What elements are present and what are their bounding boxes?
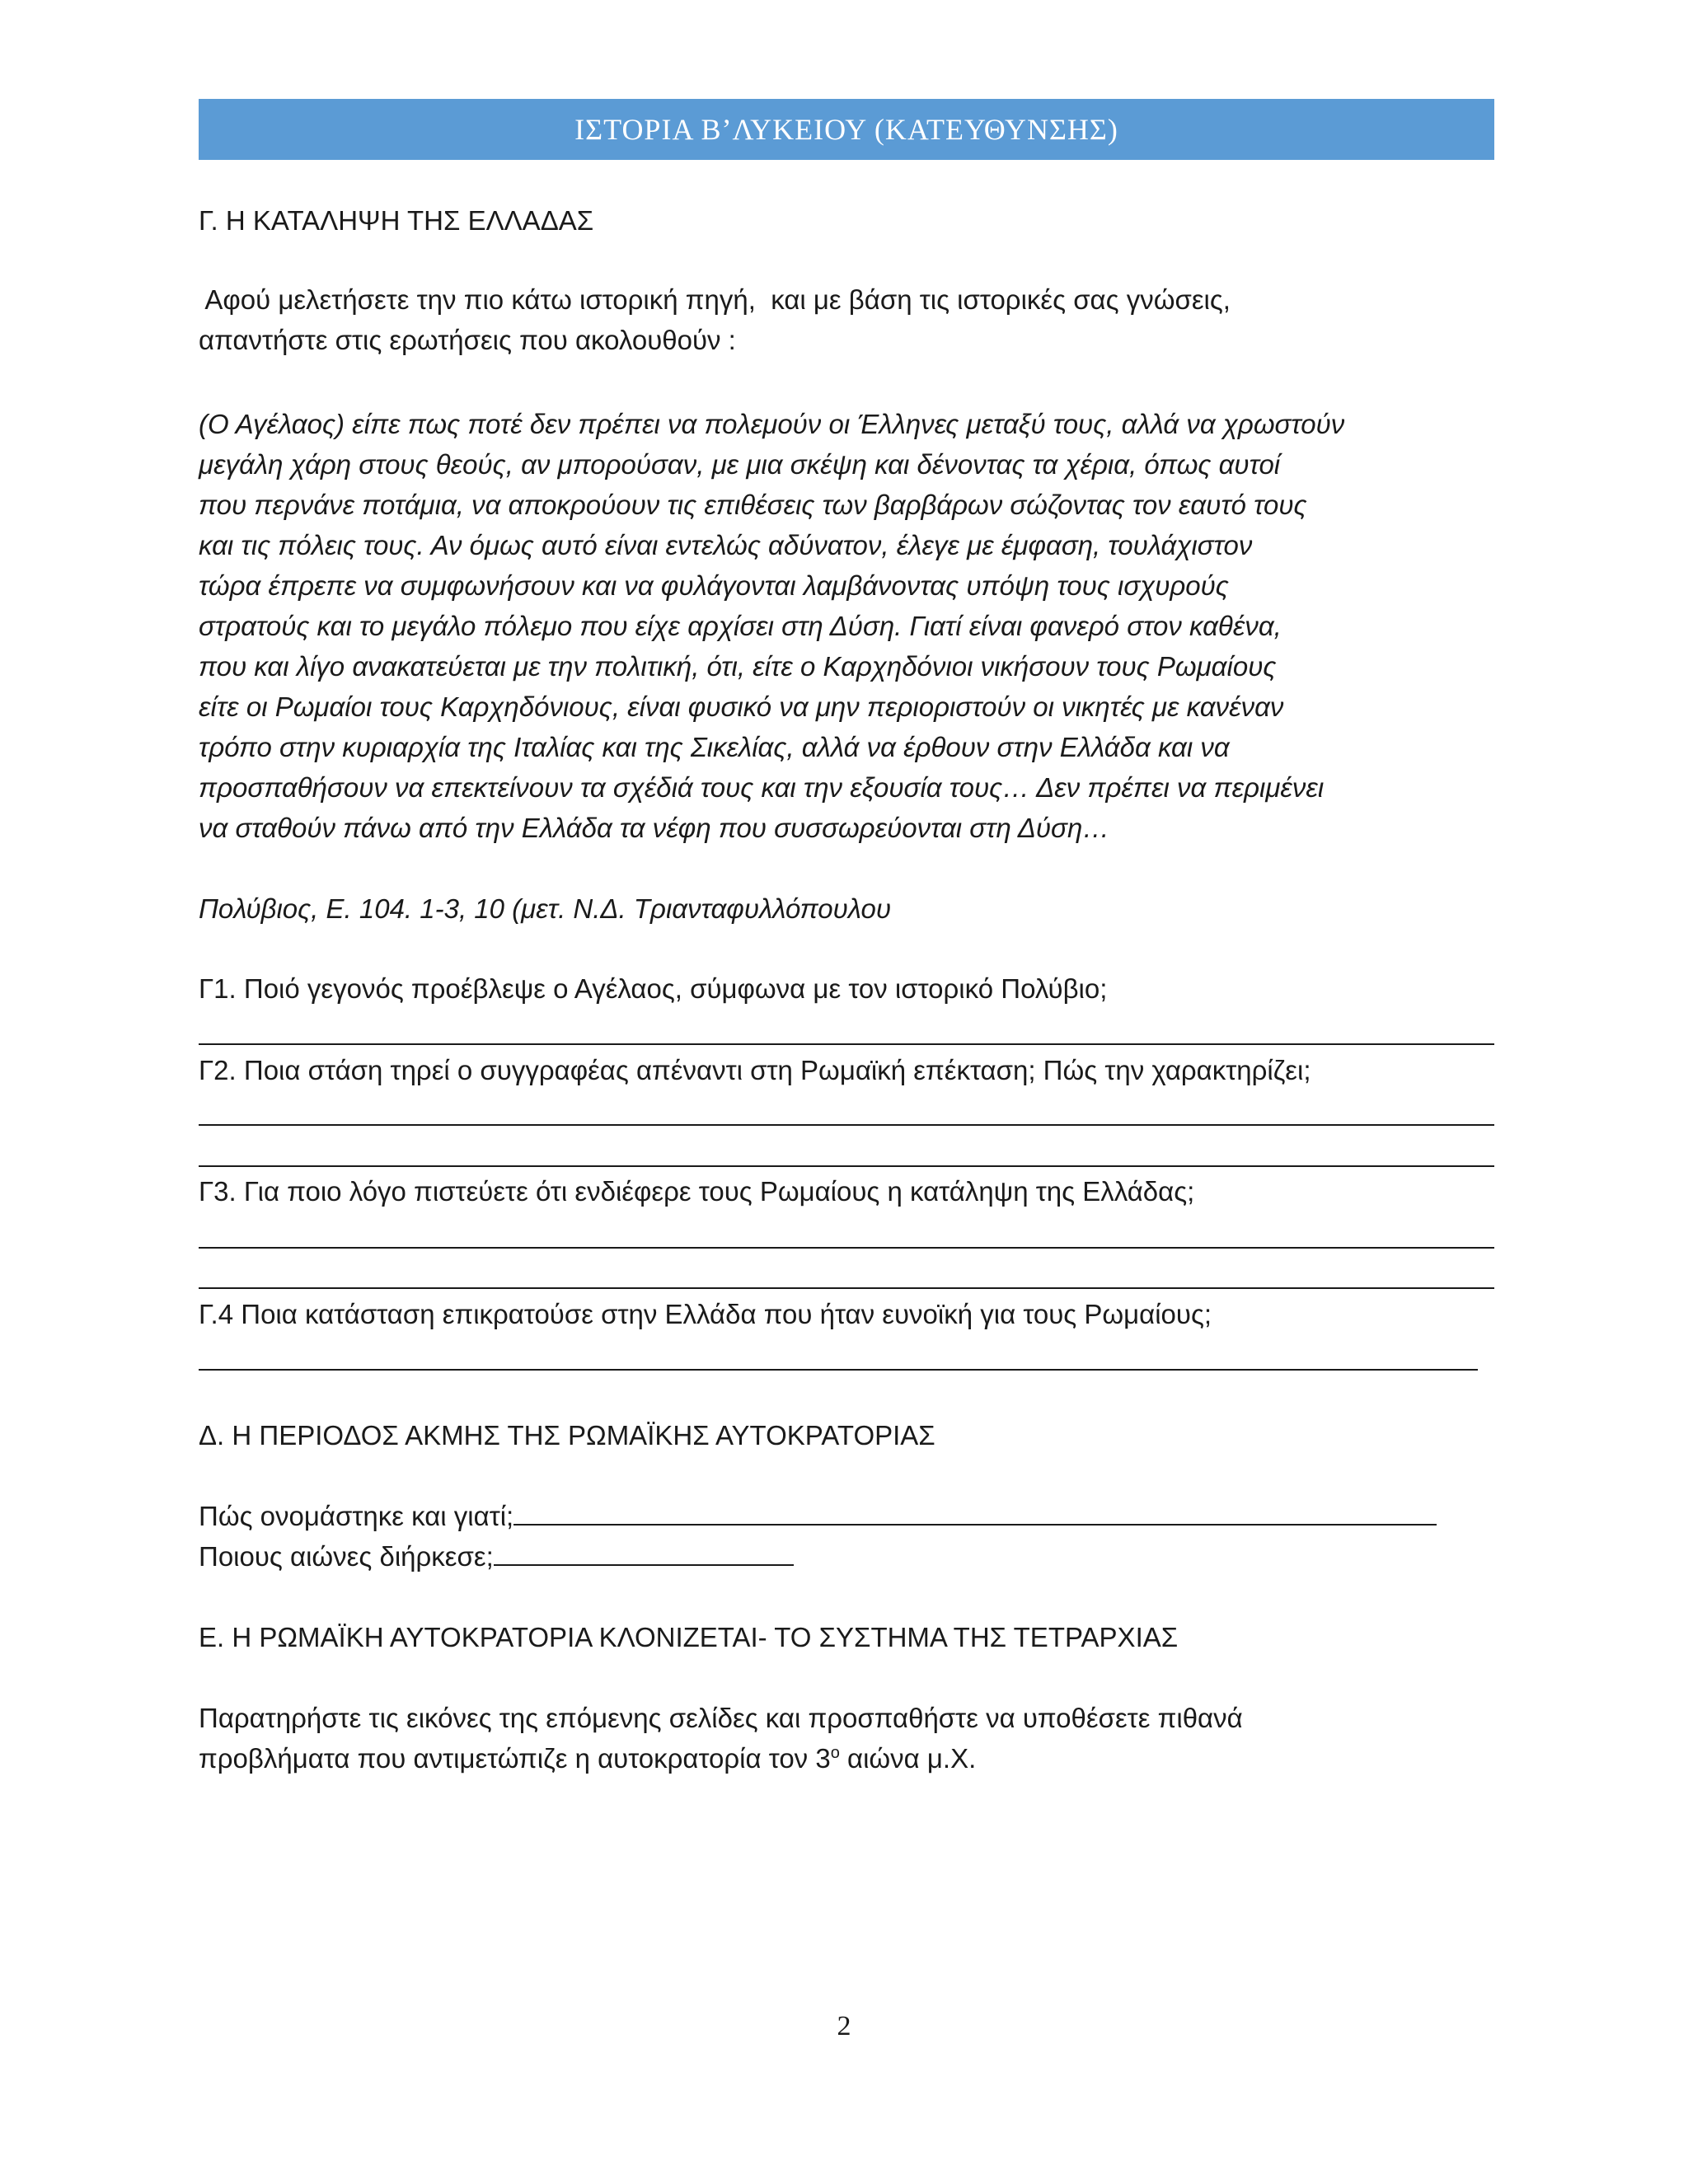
answer-line-g1[interactable] bbox=[199, 1043, 1494, 1045]
question-g2: Γ2. Ποια στάση τηρεί ο συγγραφέας απέναντι στη Ρωμαϊκή επέκταση; Πώς την χαρακτηρίζει; bbox=[199, 1055, 1311, 1085]
section-e-line-2-text: προβλήματα που αντιμετώπιζε η αυτοκρατορία τον 3 bbox=[199, 1743, 831, 1774]
section-g-intro-line-1: Αφού μελετήσετε την πιο κάτω ιστορική πηγή, και με βάση τις ιστορικές σας γνώσεις, bbox=[199, 284, 1231, 315]
section-g-heading: Γ. Η ΚΑΤΑΛΗΨΗ ΤΗΣ ΕΛΛΑΔΑΣ bbox=[199, 205, 594, 236]
header-title: ΙΣΤΟΡΙΑ Β’ΛΥΚΕΙΟΥ (ΚΑΤΕΥΘΥΝΣΗΣ) bbox=[574, 113, 1118, 146]
section-e-heading: Ε. Η ΡΩΜΑΪΚΗ ΑΥΤΟΚΡΑΤΟΡΙΑ ΚΛΟΝΙΖΕΤΑΙ- ΤΟ ΣΥΣΤΗΜΑ ΤΗΣ ΤΕΤΡΑΡΧΙΑΣ bbox=[199, 1622, 1179, 1652]
quote-line: είτε οι Ρωμαίοι τους Καρχηδόνιους, είναι φυσικό να μην περιοριστούν οι νικητές με κανέναν bbox=[199, 691, 1284, 722]
question-d-centuries: Ποιους αιώνες διήρκεσε; bbox=[199, 1541, 494, 1572]
answer-line-g2-1[interactable] bbox=[199, 1124, 1494, 1126]
answer-blank-d-centuries[interactable] bbox=[494, 1540, 794, 1566]
question-g4: Γ.4 Ποια κατάσταση επικρατούσε στην Ελλάδα που ήταν ευνοϊκή για τους Ρωμαίους; bbox=[199, 1299, 1212, 1329]
quote-line: μεγάλη χάρη στους θεούς, αν μπορούσαν, με μια σκέψη και δένοντας τα χέρια, όπως αυτοί bbox=[199, 449, 1281, 480]
quote-line: τρόπο στην κυριαρχία της Ιταλίας και της Σικελίας, αλλά να έρθουν στην Ελλάδα και να bbox=[199, 732, 1230, 762]
question-d-name: Πώς ονομάστηκε και γιατί; bbox=[199, 1501, 514, 1531]
answer-line-g3-2[interactable] bbox=[199, 1287, 1494, 1289]
question-g1: Γ1. Ποιό γεγονός προέβλεψε ο Αγέλαος, σύμφωνα με τον ιστορικό Πολύβιο; bbox=[199, 973, 1108, 1004]
section-e-line-2-end: αιώνα μ.Χ. bbox=[839, 1743, 977, 1774]
answer-line-g3-1[interactable] bbox=[199, 1247, 1494, 1249]
quote-line: τώρα έπρεπε να συμφωνήσουν και να φυλάγονται λαμβάνοντας υπόψη τους ισχυρούς bbox=[199, 570, 1229, 601]
quote-line: (Ο Αγέλαος) είπε πως ποτέ δεν πρέπει να πολεμούν οι Έλληνες μεταξύ τους, αλλά να χρωστούν bbox=[199, 409, 1345, 439]
section-e-line-2 bbox=[199, 1738, 976, 1779]
section-e-line-1: Παρατηρήστε τις εικόνες της επόμενης σελίδες και προσπαθήστε να υποθέσετε πιθανά bbox=[199, 1703, 1243, 1733]
question-d-name-row bbox=[199, 1496, 1437, 1536]
ordinal-superscript: ο bbox=[830, 1744, 840, 1762]
quote-line: που και λίγο ανακατεύεται με την πολιτική, ότι, είτε ο Καρχηδόνιοι νικήσουν τους Ρωμαίους bbox=[199, 651, 1277, 682]
answer-line-g2-2[interactable] bbox=[199, 1165, 1494, 1167]
answer-blank-d-name[interactable] bbox=[513, 1499, 1437, 1526]
source-citation: Πολύβιος, Ε. 104. 1-3, 10 (μετ. Ν.Δ. Τριανταφυλλόπουλου bbox=[199, 893, 892, 924]
section-d-heading: Δ. Η ΠΕΡΙΟΔΟΣ ΑΚΜΗΣ ΤΗΣ ΡΩΜΑΪΚΗΣ ΑΥΤΟΚΡΑΤΟΡΙΑΣ bbox=[199, 1420, 935, 1451]
answer-line-g4[interactable] bbox=[199, 1369, 1478, 1371]
quote-line: προσπαθήσουν να επεκτείνουν τα σχέδιά τους και την εξουσία τους… Δεν πρέπει να περιμένει bbox=[199, 772, 1325, 803]
quote-line: και τις πόλεις τους. Αν όμως αυτό είναι εντελώς αδύνατον, έλεγε με έμφαση, τουλάχιστον bbox=[199, 530, 1253, 560]
historical-source-quote bbox=[199, 404, 1509, 848]
question-g3: Γ3. Για ποιο λόγο πιστεύετε ότι ενδιέφερε τους Ρωμαίους η κατάληψη της Ελλάδας; bbox=[199, 1176, 1195, 1207]
quote-line: στρατούς και το μεγάλο πόλεμο που είχε αρχίσει στη Δύση. Γιατί είναι φανερό στον καθένα, bbox=[199, 611, 1282, 641]
page-number: 2 bbox=[837, 2011, 851, 2041]
quote-line: που περνάνε ποτάμια, να αποκρούουν τις επιθέσεις των βαρβάρων σώζοντας τον εαυτό τους bbox=[199, 490, 1307, 520]
question-d-centuries-row bbox=[199, 1536, 794, 1577]
header-banner bbox=[199, 99, 1494, 160]
section-g-intro-line-2: απαντήστε στις ερωτήσεις που ακολουθούν : bbox=[199, 325, 736, 355]
quote-line: να σταθούν πάνω από την Ελλάδα τα νέφη που συσσωρεύονται στη Δύση… bbox=[199, 813, 1110, 843]
